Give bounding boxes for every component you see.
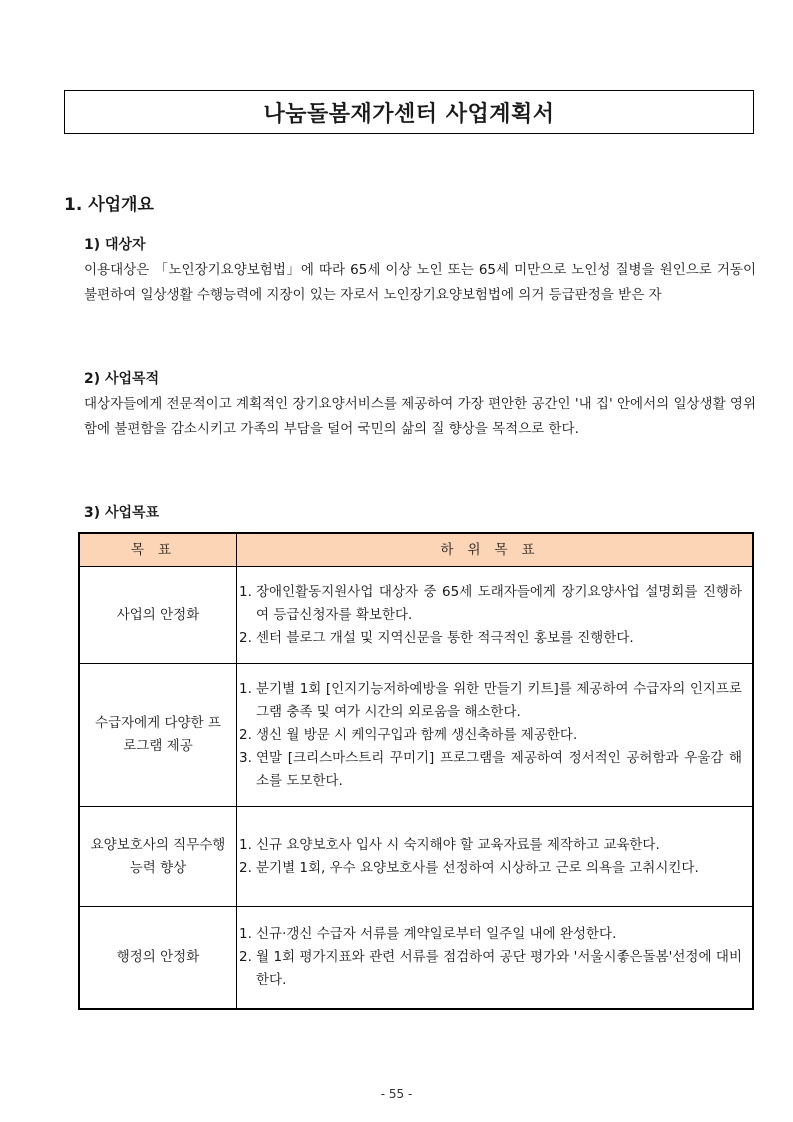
- purpose-text: 대상자들에게 전문적이고 계획적인 장기요양서비스를 제공하여 가장 편안한 공간인 '내 집' 안에서의 일상생활 영위함에 불편함을 감소시키고 가족의 부담을 덜어 국민의 삶의 질 향상을 목적으로 한다.: [84, 396, 756, 437]
- list-item: 1. 장애인활동지원사업 대상자 중 65세 도래자들에게 장기요양사업 설명회를 진행하여 등급신청자를 확보한다.: [239, 583, 742, 623]
- page-number: - 55 -: [380, 1087, 413, 1101]
- col-subgoal-header: 하위목표: [237, 533, 754, 567]
- list-item: 2. 월 1회 평가지표와 관련 서류를 점검하여 공단 평가와 '서울시좋은돌봄'선정에 대비한다.: [239, 948, 742, 988]
- goal-cell: 행정의 안정화: [79, 907, 237, 1009]
- list-item: 2. 생신 월 방문 시 케익구입과 함께 생신축하를 제공한다.: [239, 726, 578, 743]
- section-heading: 1. 사업개요: [64, 195, 154, 215]
- list-item: 1. 분기별 1회 [인지기능저하예방을 위한 만들기 키트]를 제공하여 수급자의 인지프로그램 충족 및 여가 시간의 외로움을 해소한다.: [239, 680, 742, 720]
- target-text: 이용대상은 「노인장기요양보험법」에 따라 65세 이상 노인 또는 65세 미만으로 노인성 질병을 원인으로 거동이 불편하여 일상생활 수행능력에 지장이 있는 자로서 노인장기요양보험법에 의거 등급판정을 받은 자: [84, 262, 756, 303]
- list-item: 3. 연말 [크리스마스트리 꾸미기] 프로그램을 제공하여 정서적인 공허함과 우울감 해소를 도모한다.: [239, 749, 742, 789]
- purpose-heading: 2) 사업목적: [84, 371, 160, 387]
- table-row: [79, 567, 753, 664]
- goal-cell: 요양보호사의 직무수행 능력 향상: [79, 807, 237, 907]
- subgoal-cell: [237, 664, 754, 807]
- col-goal-header: 목표: [79, 533, 237, 567]
- subgoal-cell: [237, 907, 754, 1009]
- list-item: 2. 센터 블로그 개설 및 지역신문을 통한 적극적인 홍보를 진행한다.: [239, 629, 634, 646]
- target-heading: 1) 대상자: [84, 237, 146, 253]
- list-item: 1. 신규 요양보호사 입사 시 숙지해야 할 교육자료를 제작하고 교육한다.: [239, 836, 660, 853]
- subgoal-list: [239, 678, 742, 793]
- goals-table: [78, 532, 754, 1010]
- subgoal-cell: [237, 567, 754, 664]
- goal-cell: 사업의 안정화: [79, 567, 237, 664]
- goals-heading: 3) 사업목표: [84, 505, 160, 521]
- subgoal-list: [239, 581, 742, 650]
- list-item: 1. 신규·갱신 수급자 서류를 계약일로부터 일주일 내에 완성한다.: [239, 925, 617, 942]
- subgoal-cell: [237, 807, 754, 907]
- table-row: [79, 907, 753, 1009]
- table-row: [79, 807, 753, 907]
- subgoal-list: [239, 834, 742, 880]
- table-row: [79, 664, 753, 807]
- list-item: 2. 분기별 1회, 우수 요양보호사를 선정하여 시상하고 근로 의욕을 고취시킨다.: [239, 859, 699, 876]
- goals-table-header: [79, 533, 753, 567]
- subgoal-list: [239, 923, 742, 992]
- document-title: 나눔돌봄재가센터 사업계획서: [263, 101, 555, 127]
- title-box: [64, 90, 754, 134]
- goal-cell: 수급자에게 다양한 프로그램 제공: [79, 664, 237, 807]
